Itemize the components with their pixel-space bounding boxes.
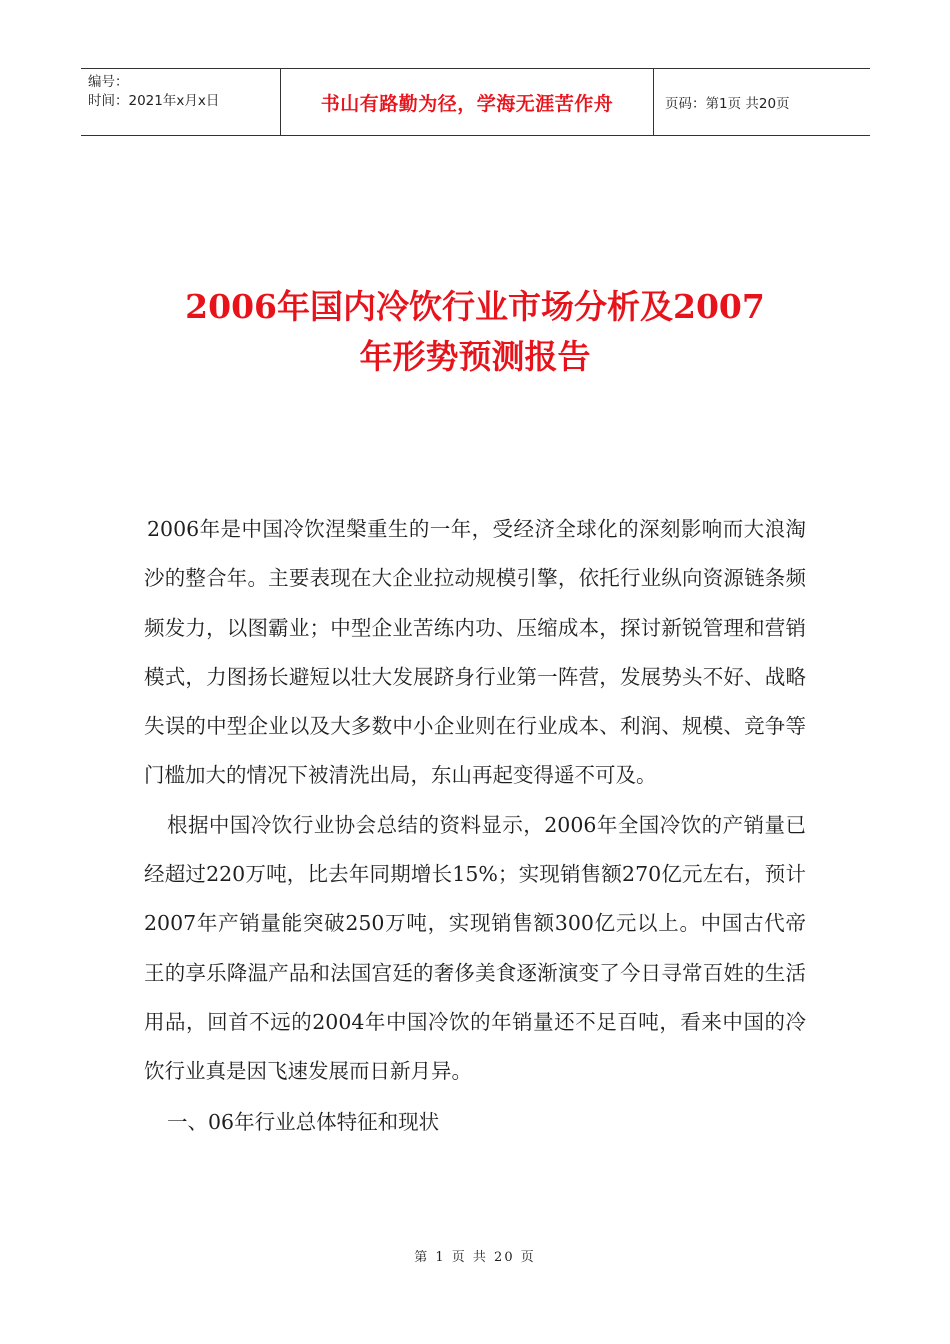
time-label: 时间：2021年x月x日 [88, 93, 220, 109]
title-line-1: 2006年国内冷饮行业市场分析及2007 [185, 287, 765, 326]
number-label: 编号： [88, 74, 129, 90]
document-body [144, 505, 806, 1147]
document-title [100, 282, 850, 382]
motto-text: 书山有路勤为径，学海无涯苦作舟 [320, 92, 614, 115]
footer-page-number: 第 1 页 共 20 页 [414, 1250, 536, 1265]
title-line-2: 年形势预测报告 [359, 337, 591, 376]
section-heading: 一、06年行业总体特征和现状 [167, 1109, 440, 1134]
paragraph-statistics: 根据中国冷饮行业协会总结的资料显示，2006年全国冷饮的产销量已经超过220万吨，比去年同期增长15%；实现销售额270亿元左右，预计2007年产销量能突破250万吨，实现销售额300亿元以上。中国古代帝王的享乐降温产品和法国宫廷的奢侈美食逐渐演变了今日寻常百姓的生活用品，回首不远的2004年中国冷饮的年销量还不足百吨，看来中国的冷饮行业真是因飞速发展而日新月异。 [144, 812, 806, 1084]
header-meta-cell [81, 69, 281, 135]
header-table [81, 68, 870, 136]
paragraph-intro: 2006年是中国冷饮涅槃重生的一年，受经济全球化的深刻影响而大浪淘沙的整合年。主要表现在大企业拉动规模引擎，依托行业纵向资源链条频频发力，以图霸业；中型企业苦练内功、压缩成本，探讨新锐管理和营销模式，力图扬长避短以壮大发展跻身行业第一阵营，发展势头不好、战略失误的中型企业以及大多数中小企业则在行业成本、利润、规模、竞争等门槛加大的情况下被清洗出局，东山再起变得遥不可及。 [144, 517, 806, 788]
page-info: 页码：第1页 共20页 [665, 96, 790, 112]
header-page-cell [654, 69, 870, 135]
page-footer [0, 1246, 950, 1265]
header-motto-cell [281, 69, 654, 135]
